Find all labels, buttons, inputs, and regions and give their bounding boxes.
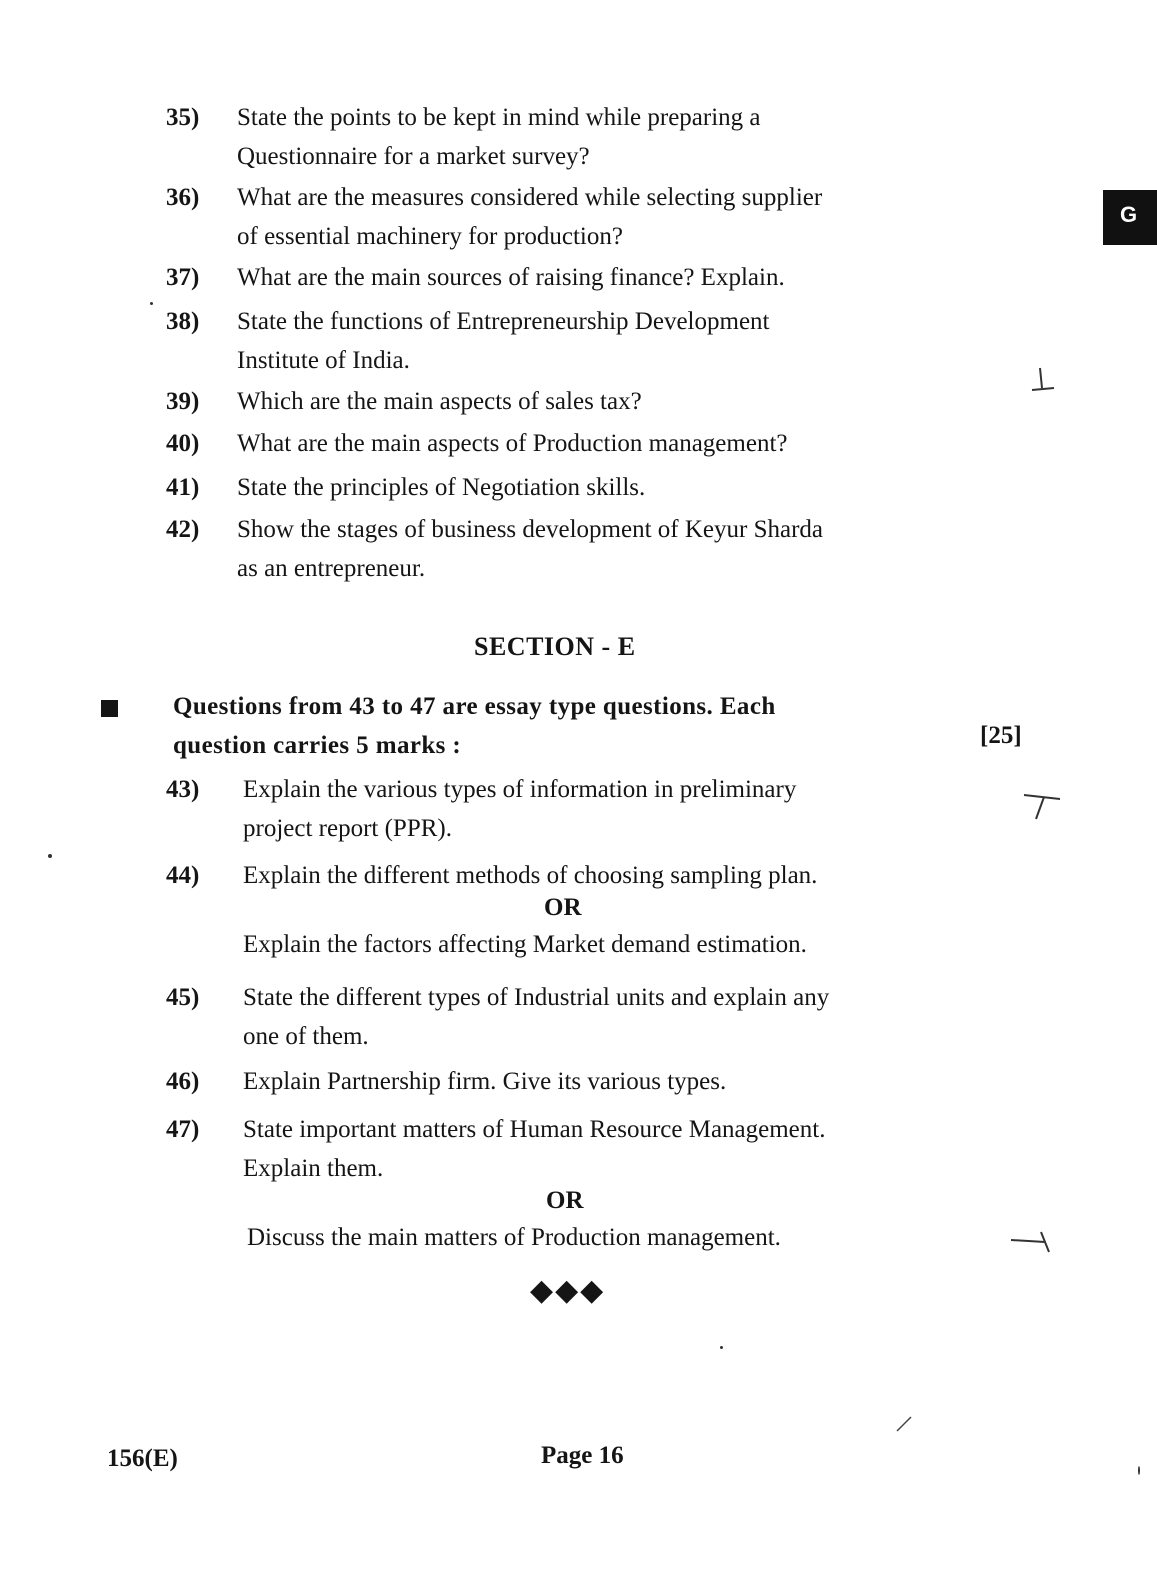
- question-line: What are the measures considered while selecting supplier: [237, 184, 823, 211]
- question-text: [237, 468, 917, 507]
- question-text: [237, 302, 917, 380]
- question-text: [243, 1062, 923, 1101]
- question-number: 37): [166, 264, 200, 291]
- question-text: [243, 856, 923, 895]
- scan-mark: [895, 1413, 915, 1433]
- question-line: Explain the different methods of choosing sampling plan.: [243, 862, 818, 889]
- question-line: project report (PPR).: [243, 815, 452, 842]
- question-number: 43): [166, 776, 200, 803]
- question-line: one of them.: [243, 1023, 369, 1050]
- or-label: OR: [546, 1187, 584, 1214]
- question-text: [237, 510, 917, 588]
- scan-speck: [720, 1346, 723, 1349]
- question-line: Questionnaire for a market survey?: [237, 143, 590, 170]
- question-number: 35): [166, 104, 200, 131]
- scan-speck: [48, 854, 52, 858]
- scan-speck: [1138, 1466, 1140, 1475]
- question-line: What are the main aspects of Production management?: [237, 430, 788, 457]
- question-text: [237, 178, 917, 256]
- question-number: 47): [166, 1116, 200, 1143]
- question-text: [243, 770, 923, 848]
- scan-mark: [1005, 1228, 1055, 1258]
- side-tab: [1103, 190, 1157, 245]
- question-number: 36): [166, 184, 200, 211]
- question-number: 39): [166, 388, 200, 415]
- scan-mark: [1020, 785, 1070, 825]
- square-bullet-icon: [101, 700, 118, 717]
- question-number: 46): [166, 1068, 200, 1095]
- scan-mark: [1020, 360, 1060, 400]
- question-text: [237, 258, 917, 297]
- question-text: [237, 424, 917, 463]
- instruction-line: question carries 5 marks :: [173, 732, 462, 759]
- question-line: Institute of India.: [237, 347, 410, 374]
- question-text: [243, 978, 923, 1056]
- question-line: Show the stages of business development of Keyur Sharda: [237, 516, 823, 543]
- paper-code: 156(E): [107, 1445, 178, 1472]
- question-line: State the different types of Industrial units and explain any: [243, 984, 830, 1011]
- alternative-question: Explain the factors affecting Market demand estimation.: [243, 931, 807, 958]
- instruction-line: Questions from 43 to 47 are essay type questions. Each: [173, 693, 776, 720]
- section-title: SECTION - E: [474, 632, 636, 661]
- or-label: OR: [544, 894, 582, 921]
- question-line: What are the main sources of raising finance? Explain.: [237, 264, 785, 291]
- question-line: State important matters of Human Resource Management.: [243, 1116, 826, 1143]
- question-number: 40): [166, 430, 200, 457]
- question-line: as an entrepreneur.: [237, 555, 426, 582]
- end-diamonds-icon: ◆◆◆: [530, 1274, 606, 1307]
- page-number: Page 16: [541, 1442, 624, 1469]
- scan-speck: [150, 302, 153, 305]
- section-marks: [25]: [980, 722, 1022, 749]
- question-number: 42): [166, 516, 200, 543]
- question-text: [237, 98, 917, 176]
- question-number: 45): [166, 984, 200, 1011]
- question-number: 44): [166, 862, 200, 889]
- question-number: 38): [166, 308, 200, 335]
- alternative-question: Discuss the main matters of Production management.: [247, 1224, 781, 1251]
- question-line: Explain the various types of information in preliminary: [243, 776, 797, 803]
- question-line: Which are the main aspects of sales tax?: [237, 388, 642, 415]
- question-line: Explain them.: [243, 1155, 384, 1182]
- side-tab-label: G: [1120, 202, 1138, 227]
- question-line: State the principles of Negotiation skills.: [237, 474, 646, 501]
- question-text: [237, 382, 917, 421]
- question-line: Explain Partnership firm. Give its various types.: [243, 1068, 727, 1095]
- section-instruction: [173, 687, 915, 765]
- question-line: of essential machinery for production?: [237, 223, 623, 250]
- question-line: State the points to be kept in mind while preparing a: [237, 104, 761, 131]
- question-text: [243, 1110, 923, 1188]
- question-number: 41): [166, 474, 200, 501]
- question-line: State the functions of Entrepreneurship Development: [237, 308, 770, 335]
